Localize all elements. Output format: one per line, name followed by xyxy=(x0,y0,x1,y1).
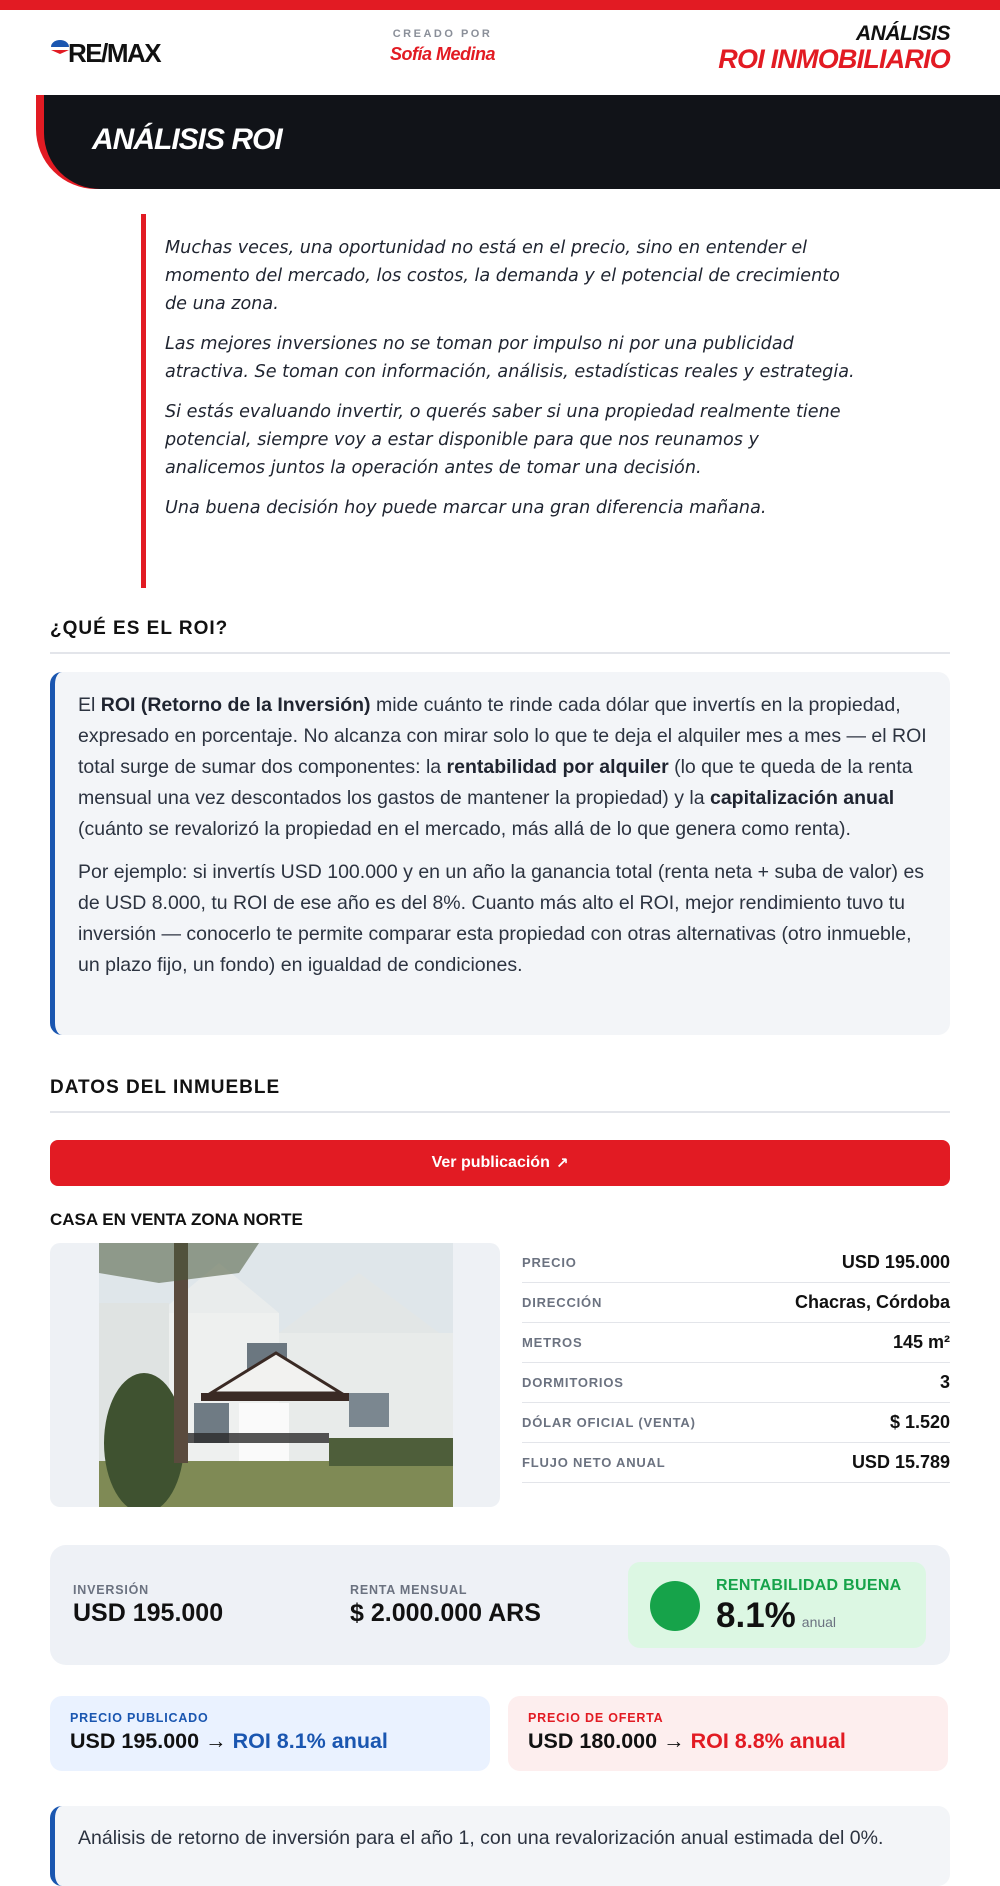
spec-row-bedrooms xyxy=(522,1363,950,1403)
profitability-label: RENTABILIDAD BUENA xyxy=(716,1577,902,1594)
author-block xyxy=(340,28,545,65)
rent-block xyxy=(350,1583,541,1628)
spec-value: Chacras, Córdoba xyxy=(794,1292,950,1312)
bold-text: ROI (Retorno de la Inversión) xyxy=(100,694,371,716)
status-dot-icon xyxy=(650,1581,700,1631)
offer-price: USD 180.000 xyxy=(528,1729,658,1753)
spec-label: FLUJO NETO ANUAL xyxy=(522,1455,666,1470)
quote-paragraph: Las mejores inversiones no se toman por impulso ni por una publicidad atractiva. Se toman con información, análisis, estadísticas reales y estrategia. xyxy=(165,334,855,382)
offer-price-card xyxy=(508,1696,948,1771)
roi-percent: 8.1% xyxy=(716,1596,796,1635)
bold-text: rentabilidad por alquiler xyxy=(446,756,669,778)
analysis-note-text: Análisis de retorno de inversión para el año 1, con una revalorización anual estimada del 0%. xyxy=(78,1827,884,1849)
investment-summary xyxy=(50,1545,950,1665)
created-by-label: CREADO POR xyxy=(392,28,493,40)
roi-explanation xyxy=(50,672,950,1035)
quote-paragraph: Una buena decisión hoy puede marcar una gran diferencia mañana. xyxy=(165,498,767,518)
property-photo-frame xyxy=(50,1243,500,1507)
roi-paragraph-2: Por ejemplo: si invertís USD 100.000 y en un año la ganancia total (renta neta + suba de valor) es de USD 8.000, tu ROI de ese año es del 8%. Cuanto más alto el ROI, mejor rendimiento tuvo tu inversión — conocerlo te permite comparar esta propiedad con otras alternativas (otro inmueble, un plazo fijo, un fondo) en igualdad de condiciones. xyxy=(78,861,925,976)
property-photo xyxy=(99,1243,453,1507)
spec-row-price xyxy=(522,1243,950,1283)
quote-paragraph: Si estás evaluando invertir, o querés saber si una propiedad realmente tiene potencial, siempre voy a estar disponible para que nos reunamos y analicemos juntos la operación antes de tomar una decisión. xyxy=(165,402,841,478)
spec-value: $ 1.520 xyxy=(889,1412,950,1432)
spec-label: METROS xyxy=(522,1335,583,1350)
rent-value: $ 2.000.000 ARS xyxy=(350,1599,541,1627)
view-listing-label: Ver publicación xyxy=(431,1154,550,1171)
investment-label: INVERSIÓN xyxy=(73,1583,149,1597)
property-title: CASA EN VENTA ZONA NORTE xyxy=(50,1210,303,1229)
spec-row-net-flow xyxy=(522,1443,950,1483)
roi-paragraph-1 xyxy=(78,690,928,845)
investment-value: USD 195.000 xyxy=(73,1599,224,1627)
author-name: Sofía Medina xyxy=(389,44,495,64)
published-price-line xyxy=(70,1729,470,1754)
published-price: USD 195.000 xyxy=(70,1729,200,1753)
logo-text: RE/MAX xyxy=(68,38,161,68)
bold-text: capitalización anual xyxy=(709,787,895,809)
roi-section-title: ¿QUÉ ES EL ROI? xyxy=(50,618,950,654)
arrow-right-icon: → xyxy=(663,1729,685,1753)
property-specs xyxy=(522,1243,950,1483)
published-roi: ROI 8.1% anual xyxy=(232,1729,388,1753)
top-accent-bar xyxy=(0,0,1000,10)
text: El xyxy=(78,694,101,716)
spec-value: 145 m² xyxy=(892,1332,950,1352)
text: (cuánto se revalorizó la propiedad en el mercado, más allá de lo que genera como renta). xyxy=(78,818,851,840)
spec-label: PRECIO xyxy=(522,1255,577,1270)
offer-price-line xyxy=(528,1729,928,1754)
spec-row-address xyxy=(522,1283,950,1323)
spec-value: USD 195.000 xyxy=(841,1252,950,1272)
arrow-up-right-icon: ↗ xyxy=(555,1155,569,1172)
spec-value: 3 xyxy=(939,1372,950,1392)
arrow-right-icon: → xyxy=(205,1729,227,1753)
spec-value: USD 15.789 xyxy=(851,1452,950,1472)
spec-row-dollar-rate xyxy=(522,1403,950,1443)
view-listing-button[interactable] xyxy=(50,1140,950,1186)
roi-unit: anual xyxy=(801,1614,837,1630)
text: mide cuánto te rinde cada dólar que invertís en la propiedad, expresado en porcentaje. No alcanza con mirar solo lo que te deja el alquiler mes a mes — el ROI total surge de sumar dos componentes: la xyxy=(78,694,927,778)
banner-title: ANÁLISIS ROI xyxy=(92,123,282,156)
quote-paragraph: Muchas veces, una oportunidad no está en el precio, sino en entender el momento del mercado, los costos, la demanda y el potencial de crecimiento de una zona. xyxy=(165,238,840,314)
published-price-label: PRECIO PUBLICADO xyxy=(70,1711,209,1725)
document-title-line2: ROI INMOBILIARIO xyxy=(718,44,950,74)
text: (lo que te queda de la renta mensual una vez descontados los gastos de mantener la propiedad) y la xyxy=(78,756,913,809)
published-price-card xyxy=(50,1696,490,1771)
balloon-icon xyxy=(50,40,70,54)
document-title xyxy=(718,22,950,75)
document-title-line1: ANÁLISIS xyxy=(855,22,950,45)
profitability-value xyxy=(716,1596,836,1636)
rent-label: RENTA MENSUAL xyxy=(350,1583,468,1597)
intro-quote xyxy=(141,214,861,588)
spec-label: DORMITORIOS xyxy=(522,1375,624,1390)
offer-price-label: PRECIO DE OFERTA xyxy=(528,1711,664,1725)
property-section-title: DATOS DEL INMUEBLE xyxy=(50,1077,950,1113)
profitability-badge xyxy=(628,1562,926,1648)
spec-label: DIRECCIÓN xyxy=(522,1295,603,1310)
section-banner xyxy=(44,95,1000,189)
investment-block xyxy=(73,1583,223,1628)
page-header xyxy=(0,10,1000,95)
spec-label: DÓLAR OFICIAL (VENTA) xyxy=(522,1415,696,1430)
offer-roi: ROI 8.8% anual xyxy=(690,1729,846,1753)
spec-row-meters xyxy=(522,1323,950,1363)
remax-logo xyxy=(50,38,160,69)
analysis-note xyxy=(50,1806,950,1886)
